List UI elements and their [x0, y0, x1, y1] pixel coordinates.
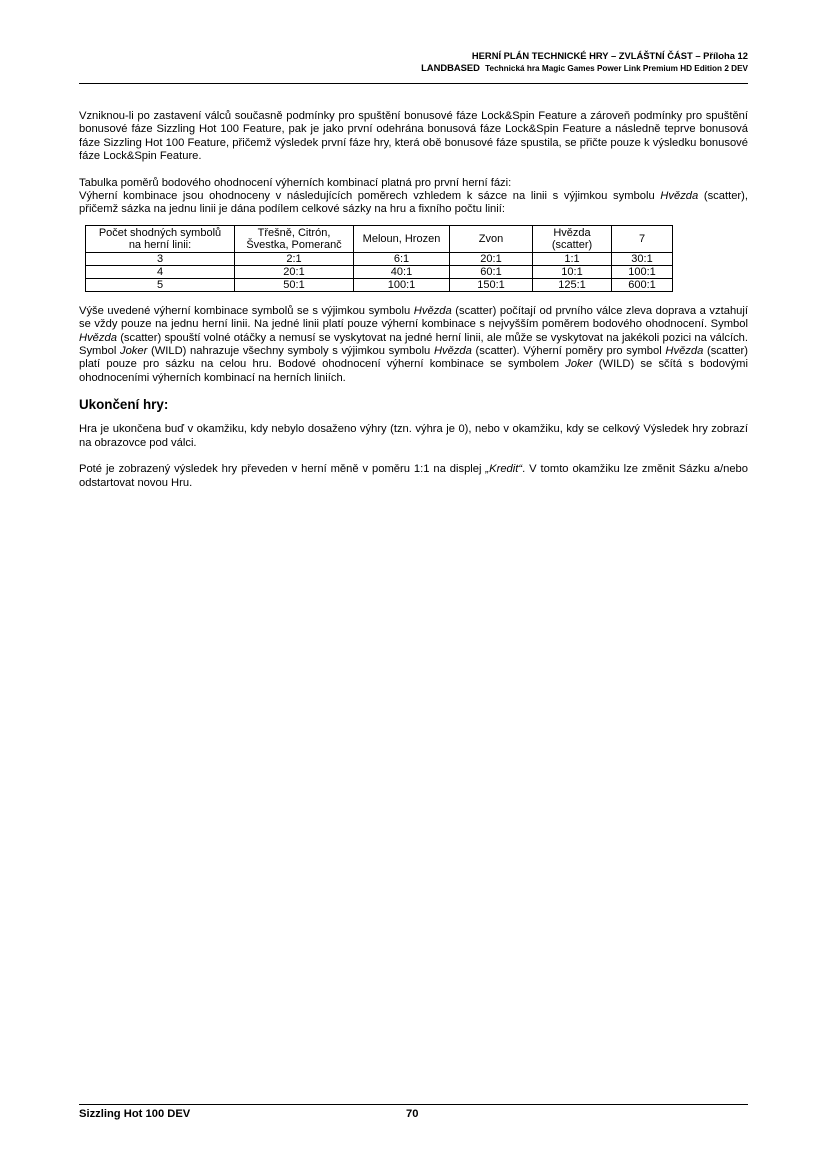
hvezda-term: Hvězda — [413, 304, 452, 317]
table-cell: 50:1 — [235, 278, 354, 291]
paragraph-game-end: Hra je ukončena buď v okamžiku, kdy nebylo dosaženo výhry (tzn. výhra je 0), nebo v okamžiku, kdy se celkový Výsledek hry zobrazí na obrazovce pod válci. — [79, 423, 748, 449]
table-cell: 3 — [86, 252, 235, 265]
payout-table-header-row — [86, 225, 673, 252]
footer-title: Sizzling Hot 100 DEV — [79, 1108, 191, 1120]
hvezda-term: Hvězda — [433, 345, 472, 358]
kredit-term: „Kredit“ — [485, 463, 523, 476]
joker-term: Joker — [119, 345, 148, 358]
col-header-seven: 7 — [612, 225, 673, 252]
header-game-name: Technická hra Magic Games Power Link Premium HD Edition 2 DEV — [485, 64, 748, 73]
header-rule — [79, 83, 748, 84]
col-header-symbol-count-line1: Počet shodných symbolů — [98, 226, 222, 239]
win-rules-text-b: (scatter) počítají od prvního válce zleva doprava a vztahují se vždy pouze na jednu herní linii. Na jedné linii platí pouze výherní kombinace s nejvyšším poměrem bodového ohodnocení. Symbol — [79, 304, 748, 331]
footer-rule — [79, 1104, 748, 1105]
table-intro-text-b: (scatter), přičemž sázka na jednu linii je dána podílem celkové sázky na hru a fixního počtu linií: — [79, 190, 748, 216]
joker-term: Joker — [565, 358, 593, 371]
col-header-symbol-count — [86, 225, 235, 252]
table-cell: 100:1 — [354, 278, 450, 291]
col-header-symbol-count-line2: na herní linii: — [128, 238, 192, 251]
table-cell: 30:1 — [612, 252, 673, 265]
table-cell: 600:1 — [612, 278, 673, 291]
table-cell: 1:1 — [533, 252, 612, 265]
col-header-star-line1: Hvězda — [553, 226, 591, 239]
table-row — [86, 278, 673, 291]
col-header-star-line2: (scatter) — [551, 238, 593, 251]
page-number: 70 — [406, 1108, 419, 1120]
payout-table — [85, 225, 673, 292]
hvezda-term: Hvězda — [79, 331, 117, 344]
table-intro-text-a: Výherní kombinace jsou ohodnoceny v následujících poměrech vzhledem k sázce na linii s výjimkou symbolu — [79, 190, 661, 203]
table-cell: 20:1 — [450, 252, 533, 265]
win-rules-text-c: (scatter) spouští volné otáčky a nemusí se vyskytovat na jedné herní linii, ale může se vyskytovat na jakékoli pozici na válcích. Symbol — [79, 331, 748, 358]
table-cell: 100:1 — [612, 265, 673, 278]
paragraph-table-intro — [79, 177, 748, 217]
win-rules-text-f: (scatter) platí pouze pro sázku na celou hru. Bodové ohodnocení výherní kombinace se symbolem — [79, 345, 749, 371]
col-header-melon-grape: Meloun, Hrozen — [354, 225, 450, 252]
table-cell: 6:1 — [354, 252, 450, 265]
credit-text-b: . V tomto okamžiku lze změnit Sázku a/nebo odstartovat novou Hru. — [79, 463, 748, 489]
page-content — [79, 110, 748, 490]
table-cell: 5 — [86, 278, 235, 291]
table-intro-line1: Tabulka poměrů bodového ohodnocení výherních kombinací platná pro první herní fázi: — [79, 176, 512, 189]
win-rules-text-d: (WILD) nahrazuje všechny symboly s výjimkou symbolu — [147, 345, 434, 358]
col-header-fruits — [235, 225, 354, 252]
credit-text-a: Poté je zobrazený výsledek hry převeden v herní měně v poměru 1:1 na displej — [79, 463, 486, 476]
paragraph-bonus-order: Vzniknou-li po zastavení válců současně podmínky pro spuštění bonusové fáze Lock&Spin Feature a zároveň podmínky pro spuštění bonusové fáze Sizzling Hot 100 Feature, pak je jako první odehrána bonusová fáze Lock&Spin Feature a následně teprve bonusová fáze Sizzling Hot 100 Feature, přičemž výsledek první fáze hry, která obě bonusové fáze spustila, se přičte pouze k výsledku bonusové fáze Lock&Spin Feature. — [79, 110, 748, 163]
header-landbased: LANDBASED — [421, 62, 480, 73]
header-subtitle — [79, 62, 748, 75]
table-cell: 125:1 — [533, 278, 612, 291]
page-header — [79, 50, 748, 75]
table-cell: 40:1 — [354, 265, 450, 278]
table-cell: 10:1 — [533, 265, 612, 278]
win-rules-text-e: (scatter). Výherní poměry pro symbol — [471, 345, 666, 358]
hvezda-term: Hvězda — [665, 345, 704, 358]
paragraph-credit — [79, 463, 748, 490]
col-header-bell: Zvon — [450, 225, 533, 252]
paragraph-win-rules — [79, 305, 748, 385]
table-cell: 60:1 — [450, 265, 533, 278]
section-heading-game-end: Ukončení hry: — [79, 397, 169, 413]
hvezda-term: Hvězda — [660, 190, 699, 203]
header-title: HERNÍ PLÁN TECHNICKÉ HRY – ZVLÁŠTNÍ ČÁST – Příloha 12 — [471, 50, 748, 61]
win-rules-text-a: Výše uvedené výherní kombinace symbolů se s výjimkou symbolu — [79, 304, 414, 317]
table-row — [86, 265, 673, 278]
table-cell: 4 — [86, 265, 235, 278]
win-rules-text-g: (WILD) se sčítá s bodovými ohodnoceními výherních kombinací na herních liniích. — [79, 358, 748, 384]
col-header-star — [533, 225, 612, 252]
table-cell: 150:1 — [450, 278, 533, 291]
col-header-fruits-line2: Švestka, Pomeranč — [246, 238, 342, 251]
col-header-fruits-line1: Třešně, Citrón, — [257, 226, 331, 239]
table-cell: 2:1 — [235, 252, 354, 265]
table-row — [86, 252, 673, 265]
page-footer — [79, 1107, 748, 1121]
table-cell: 20:1 — [235, 265, 354, 278]
